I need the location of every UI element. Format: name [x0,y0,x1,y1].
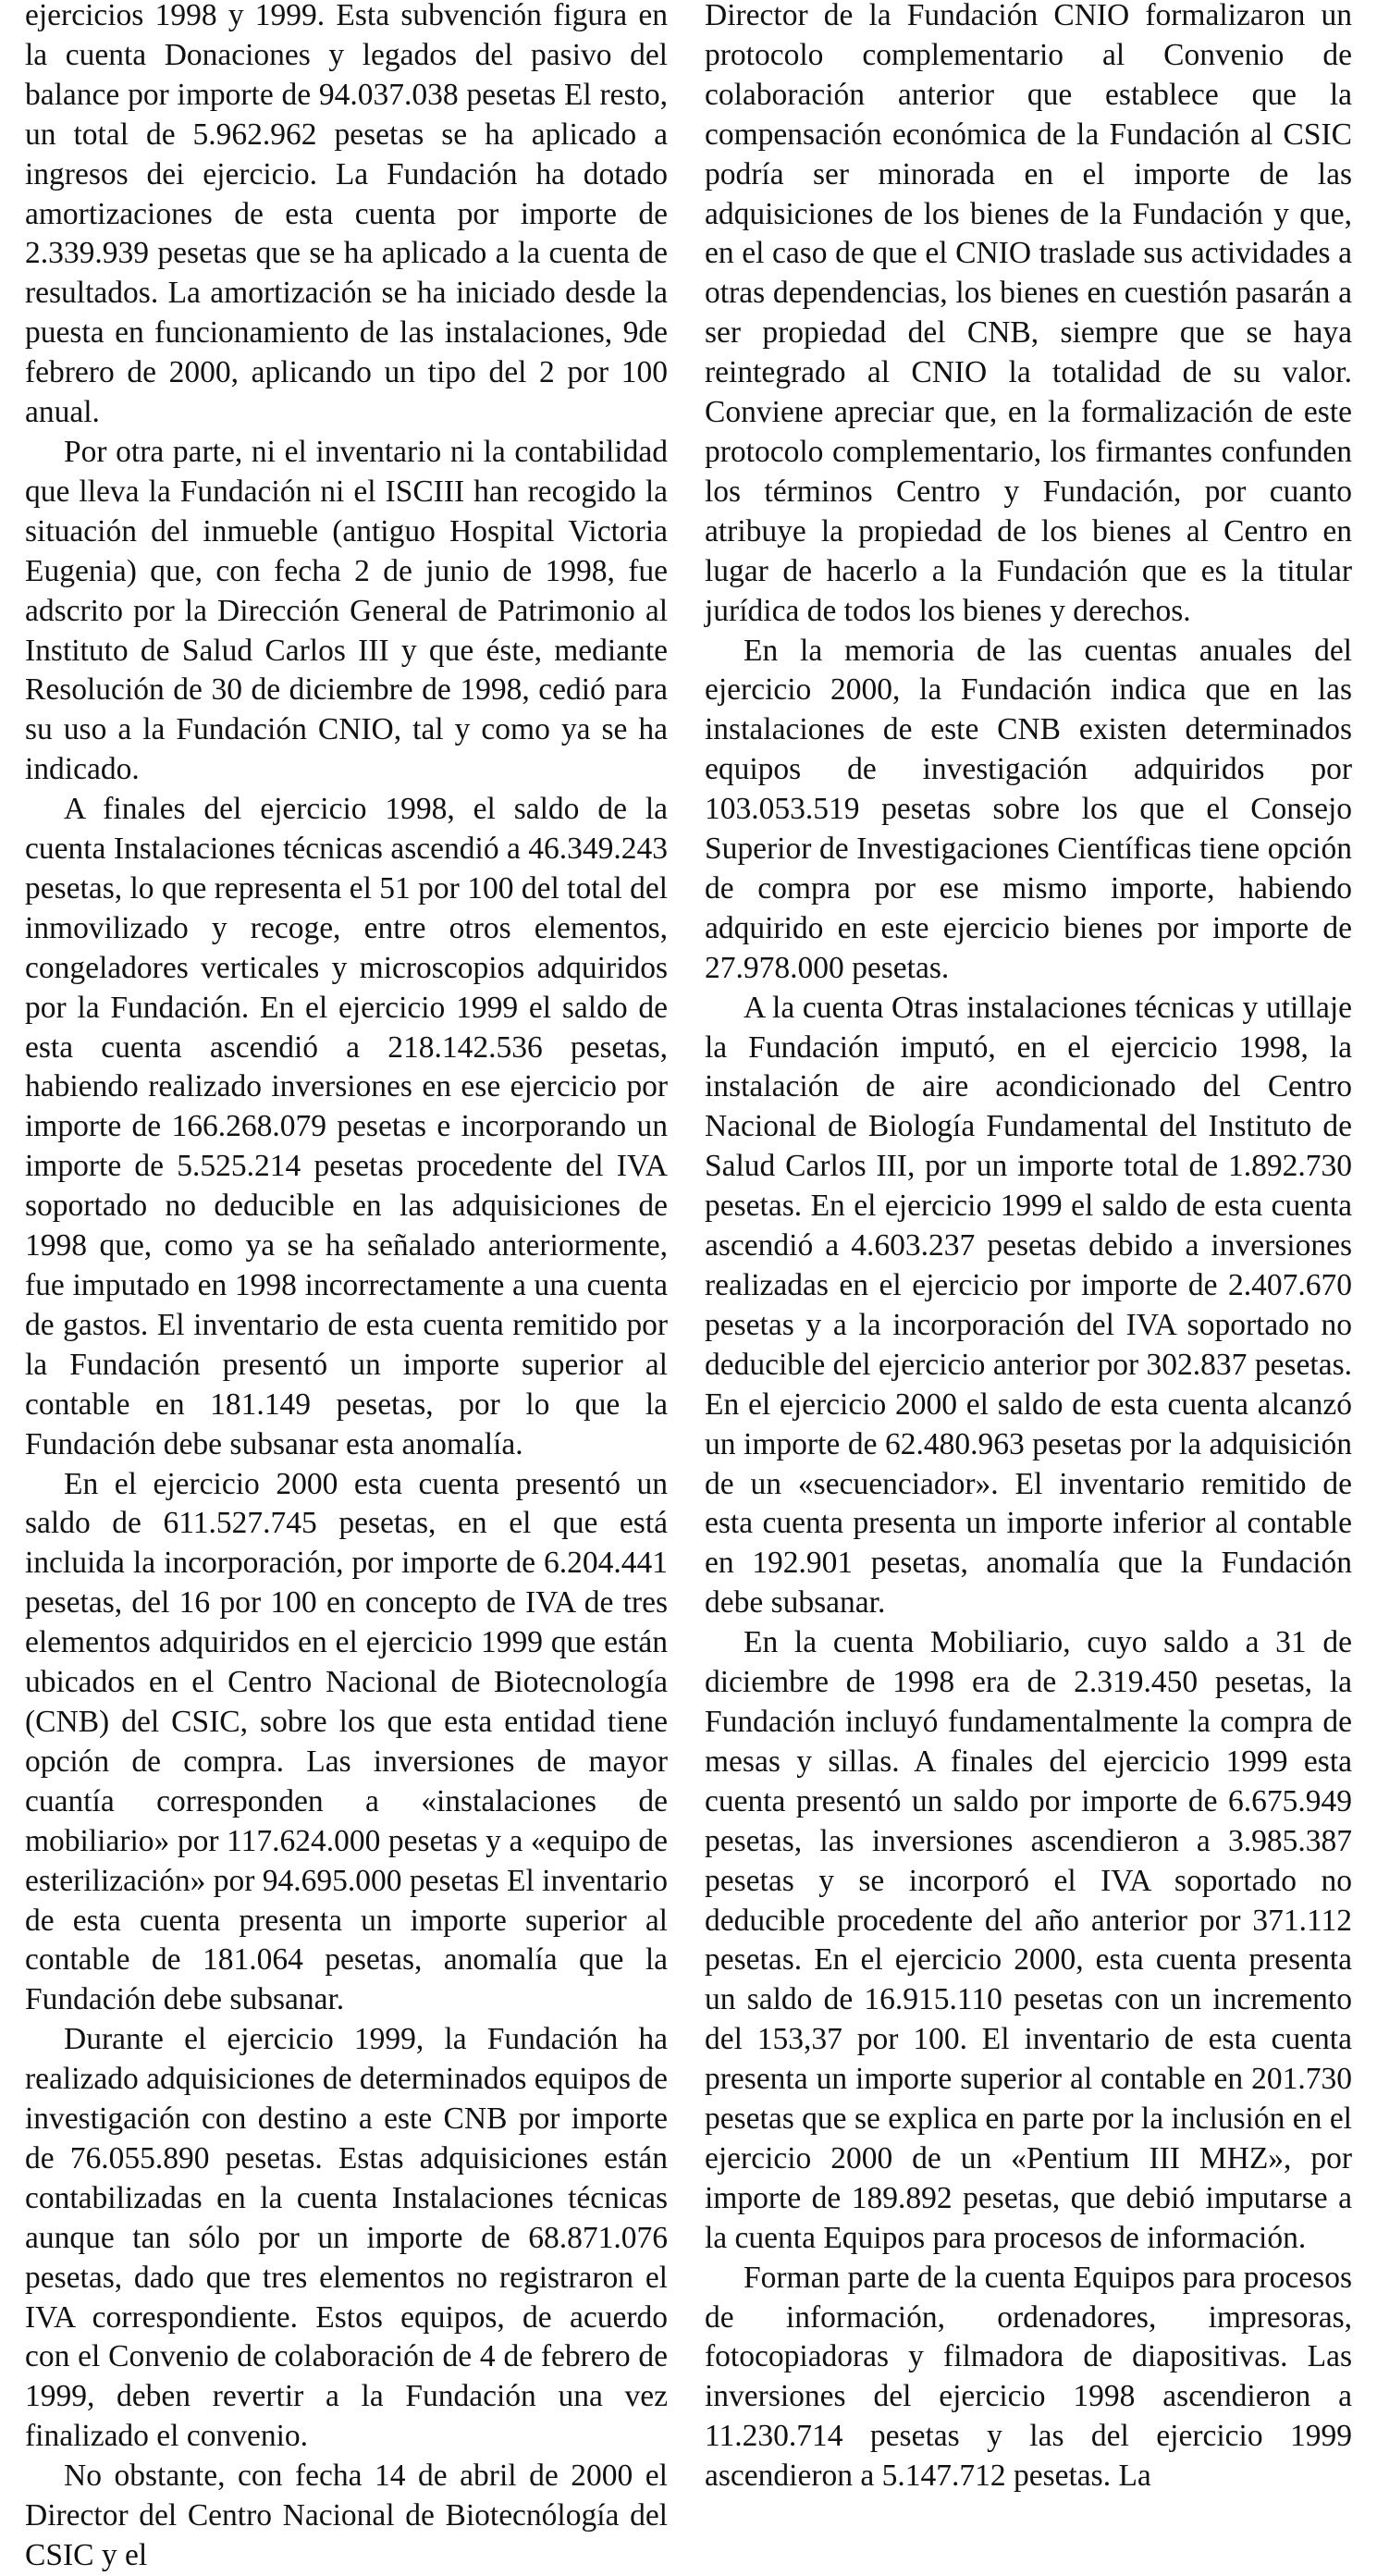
paragraph-otras-instalaciones: A la cuenta Otras instalaciones técnicas y utillaje la Fundación imputó, en el ejercicio 1998, la instalación de aire acondicionado del Centro Nacional de Biología Fundamental del Instituto de Salud Carlos III, por un importe total de 1.892.730 pesetas. En el ejercicio 1999 el saldo de esta cuenta ascendió a 4.603.237 pesetas debido a inversiones realizadas en el ejercicio por importe de 2.407.670 pesetas y a la incorporación del IVA soportado no deducible del ejercicio anterior por 302.837 pesetas. En el ejercicio 2000 el saldo de esta cuenta alcanzó un importe de 62.480.963 pesetas por la adquisición de un «secuenciador». El inventario remitido de esta cuenta presenta un importe inferior al contable en 192.901 pesetas, anomalía que la Fundación debe subsanar. [705,990,1352,1621]
paragraph-mobiliario: En la cuenta Mobiliario, cuyo saldo a 31 de diciembre de 1998 era de 2.319.450 pesetas, la Fundación incluyó fundamentalmente la compra de mesas y sillas. A finales del ejercicio 1999 esta cuenta presentó un saldo por importe de 6.675.949 pesetas, las inversiones ascendieron a 3.985.387 pesetas y se incorporó el IVA soportado no deducible procedente del año anterior por 371.112 pesetas. En el ejercicio 2000, esta cuenta presenta un saldo de 16.915.110 pesetas con un incremento del 153,37 por 100. El inventario de esta cuenta presenta un importe superior al contable en 201.730 pesetas que se explica en parte por la inclusión en el ejercicio 2000 de un «Pentium III MHZ», por importe de 189.892 pesetas, que debió imputarse a la cuenta Equipos para procesos de información. [705,1625,1352,2255]
paragraph-instalaciones-tecnicas-1998: A finales del ejercicio 1998, el saldo de la cuenta Instalaciones técnicas ascendió a 46.349.243 pesetas, lo que representa el 51 por 100 del total del inmovilizado y recoge, entre otros elementos, congeladores verticales y microscopios adquiridos por la Fundación. En el ejercicio 1999 el saldo de esta cuenta ascendió a 218.142.536 pesetas, habiendo realizado inversiones en ese ejercicio por importe de 166.268.079 pesetas e incorporando un importe de 5.525.214 pesetas procedente del IVA soportado no deducible en las adquisiciones de 1998 que, como ya se ha señalado anteriormente, fue imputado en 1998 incorrectamente a una cuenta de gastos. El inventario de esta cuenta remitido por la Fundación presentó un importe superior al contable en 181.149 pesetas, por lo que la Fundación debe subsanar esta anomalía. [25,792,668,1461]
paragraph-subvencion-continuation: ejercicios 1998 y 1999. Esta subvención figura en la cuenta Donaciones y legados del pasivo del balance por importe de 94.037.038 pesetas El resto, un total de 5.962.962 pesetas se ha aplicado a ingresos dei ejercicio. La Fundación ha dotado amortizaciones de esta cuenta por importe de 2.339.939 pesetas que se ha aplicado a la cuenta de resultados. La amortización se ha iniciado desde la puesta en funcionamiento de las instalaciones, 9de febrero de 2000, aplicando un tipo del 2 por 100 anual. [25,0,668,430]
left-column [25,0,668,2576]
right-column [705,0,1352,2496]
paragraph-no-obstante: No obstante, con fecha 14 de abril de 2000 el Director del Centro Nacional de Biotecnólogía del CSIC y el [25,2459,668,2572]
paragraph-memoria-2000: En la memoria de las cuentas anuales del ejercicio 2000, la Fundación indica que en las instalaciones de este CNB existen determinados equipos de investigación adquiridos por 103.053.519 pesetas sobre los que el Consejo Superior de Investigaciones Científicas tiene opción de compra por ese mismo importe, habiendo adquirido en este ejercicio bienes por importe de 27.978.000 pesetas. [705,633,1352,985]
paragraph-equipos-cnb-1999: Durante el ejercicio 1999, la Fundación ha realizado adquisiciones de determinados equipos de investigación con destino a este CNB por importe de 76.055.890 pesetas. Estas adquisiciones están contabilizadas en la cuenta Instalaciones técnicas aunque tan sólo por un importe de 68.871.076 pesetas, dado que tres elementos no registraron el IVA correspondiente. Estos equipos, de acuerdo con el Convenio de colaboración de 4 de febrero de 1999, deben revertir a la Fundación una vez finalizado el convenio. [25,2022,668,2454]
paragraph-protocolo-continuation: Director de la Fundación CNIO formalizaron un protocolo complementario al Convenio de colaboración anterior que establece que la compensación económica de la Fundación al CSIC podría ser minorada en el importe de las adquisiciones de los bienes de la Fundación y que, en el caso de que el CNIO traslade sus actividades a otras dependencias, los bienes en cuestión pasarán a ser propiedad del CNB, siempre que se haya reintegrado al CNIO la totalidad de su valor. Conviene apreciar que, en la formalización de este protocolo complementario, los firmantes confunden los términos Centro y Fundación, por cuanto atribuye la propiedad de los bienes al Centro en lugar de hacerlo a la Fundación que es la titular jurídica de todos los bienes y derechos. [705,0,1352,628]
paragraph-inmueble: Por otra parte, ni el inventario ni la contabilidad que lleva la Fundación ni el ISCIII han recogido la situación del inmueble (antiguo Hospital Victoria Eugenia) que, con fecha 2 de junio de 1998, fue adscrito por la Dirección General de Patrimonio al Instituto de Salud Carlos III y que éste, mediante Resolución de 30 de diciembre de 1998, cedió para su uso a la Fundación CNIO, tal y como ya se ha indicado. [25,434,668,787]
paragraph-instalaciones-tecnicas-2000: En el ejercicio 2000 esta cuenta presentó un saldo de 611.527.745 pesetas, en el que está incluida la incorporación, por importe de 6.204.441 pesetas, del 16 por 100 en concepto de IVA de tres elementos adquiridos en el ejercicio 1999 que están ubicados en el Centro Nacional de Biotecnología (CNB) del CSIC, sobre los que esta entidad tiene opción de compra. Las inversiones de mayor cuantía corresponden a «instalaciones de mobiliario» por 117.624.000 pesetas y a «equipo de esterilización» por 94.695.000 pesetas El inventario de esta cuenta presenta un importe superior al contable de 181.064 pesetas, anomalía que la Fundación debe subsanar. [25,1466,668,2017]
paragraph-equipos-informacion: Forman parte de la cuenta Equipos para procesos de información, ordenadores, impresoras, fotocopiadoras y filmadora de diapositivas. Las inversiones del ejercicio 1998 ascendieron a 11.230.714 pesetas y las del ejercicio 1999 ascendieron a 5.147.712 pesetas. La [705,2260,1352,2494]
